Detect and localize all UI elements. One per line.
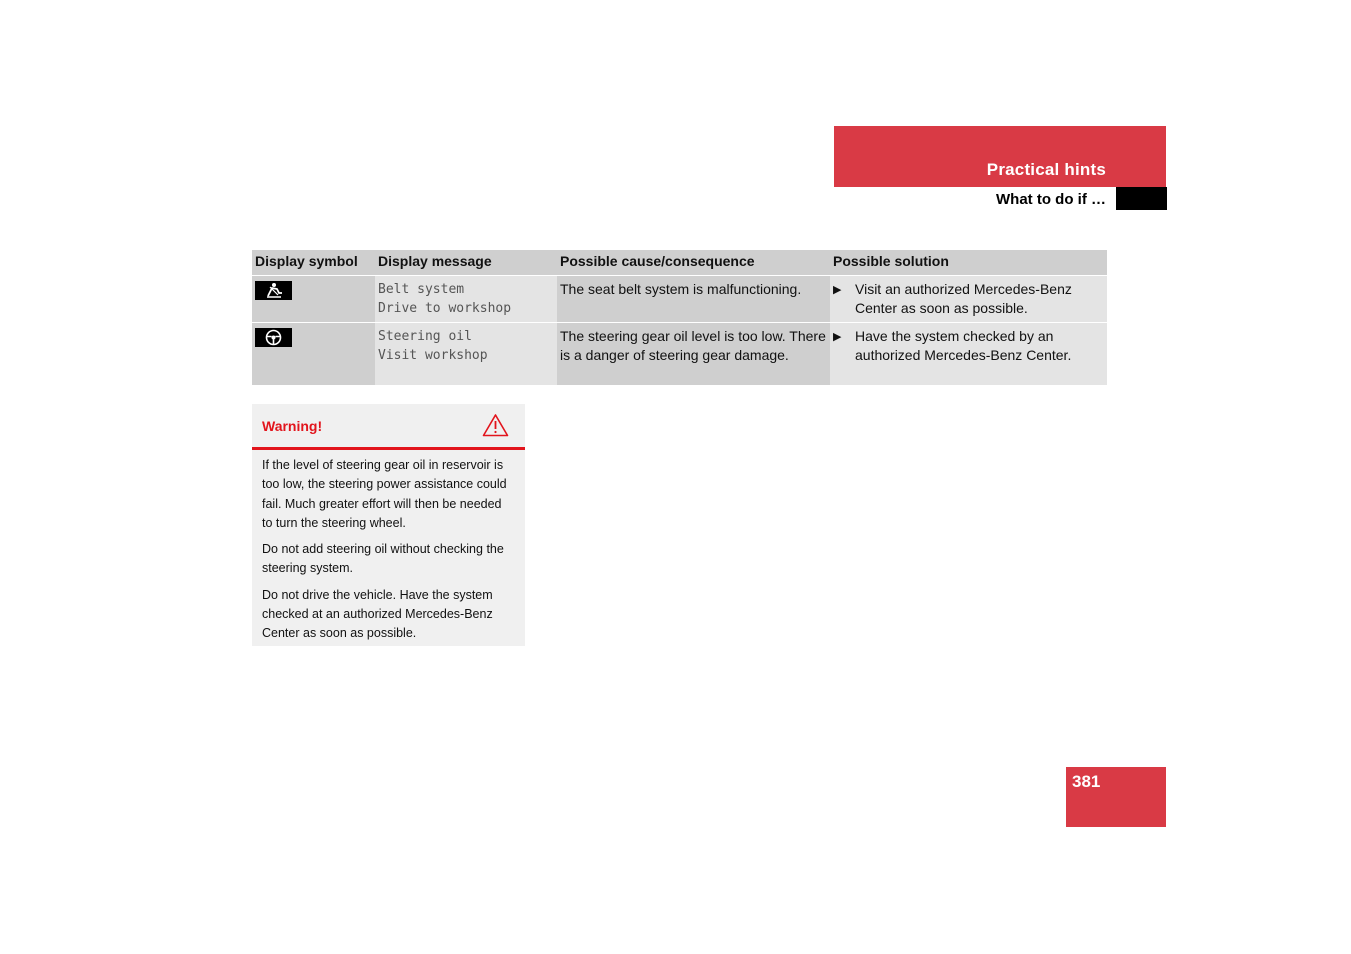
- bullet-arrow-icon: ▶: [833, 331, 842, 343]
- steering-wheel-icon: [255, 328, 292, 347]
- column-header-cause: Possible cause/consequence: [557, 250, 830, 276]
- section-title: Practical hints: [986, 160, 1106, 179]
- column-header-solution: Possible solution: [830, 250, 1107, 276]
- bullet-arrow-icon: ▶: [833, 284, 842, 296]
- message-line: Visit workshop: [378, 348, 488, 363]
- message-cell: [375, 323, 557, 386]
- warning-paragraph: Do not add steering oil without checking the steering system.: [262, 542, 504, 576]
- symbol-cell: [252, 323, 375, 386]
- message-line: Steering oil: [378, 329, 472, 344]
- section-tab-marker: [1116, 187, 1167, 210]
- page-number: 381: [1072, 772, 1101, 791]
- message-cell: [375, 276, 557, 323]
- subsection-title: What to do if …: [996, 191, 1106, 208]
- cause-cell: The steering gear oil level is too low. There is a danger of steering gear damage.: [557, 323, 830, 386]
- message-line: Belt system: [378, 282, 465, 297]
- symbol-cell: [252, 276, 375, 323]
- solution-cell: [830, 323, 1107, 386]
- warning-title: Warning!: [262, 418, 323, 434]
- warning-header: [252, 404, 525, 450]
- seatbelt-icon: [255, 281, 292, 300]
- solution-cell: [830, 276, 1107, 323]
- column-header-message: Display message: [375, 250, 557, 276]
- cause-cell: The seat belt system is malfunctioning.: [557, 276, 830, 323]
- table-row: [252, 276, 1107, 323]
- display-messages-table: [252, 250, 1107, 386]
- warning-body: [252, 450, 525, 644]
- solution-text: Have the system checked by an authorized Mercedes-Benz Center.: [855, 328, 1072, 363]
- table-row: [252, 323, 1107, 386]
- warning-paragraph: If the level of steering gear oil in reservoir is too low, the steering power assistance could fail. Much greater effort will then be needed to turn the steering wheel.: [262, 458, 507, 530]
- solution-text: Visit an authorized Mercedes-Benz Center as soon as possible.: [855, 281, 1072, 316]
- warning-paragraph: Do not drive the vehicle. Have the system checked at an authorized Mercedes-Benz Center as soon as possible.: [262, 587, 493, 641]
- message-line: Drive to workshop: [378, 301, 512, 316]
- column-header-symbol: Display symbol: [252, 250, 375, 276]
- warning-triangle-icon: [482, 413, 509, 442]
- table-header-row: [252, 250, 1107, 276]
- warning-box: [252, 404, 525, 646]
